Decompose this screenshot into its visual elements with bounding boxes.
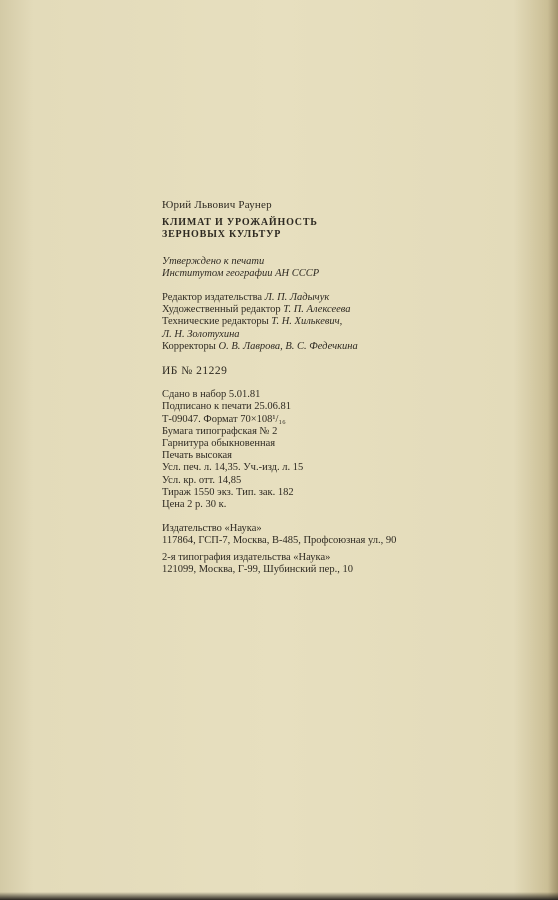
credit-names: О. В. Лаврова, В. С. Федечкина	[218, 340, 358, 352]
print-detail: Печать высокая	[162, 450, 233, 462]
author-name: Юрий Львович Раунер	[162, 199, 272, 211]
credit-names: Л. П. Ладычук	[264, 292, 330, 304]
printing-house-address: 121099, Москва, Г-99, Шубинский пер., 10	[162, 563, 353, 575]
print-detail: Т-09047. Формат 70×108¹/₁₆	[162, 413, 286, 425]
credit-role: Художественный редактор	[162, 304, 281, 316]
credit-role: Технические редакторы	[162, 316, 269, 328]
printing-house-name: 2-я типография издательства «Наука»	[162, 551, 331, 563]
print-detail: Усл. кр. отт. 14,85	[162, 474, 242, 486]
credit-tech-editors-cont	[162, 329, 542, 341]
ib-number: ИБ № 21229	[162, 365, 228, 378]
book-title-line-2: ЗЕРНОВЫХ КУЛЬТУР	[162, 229, 282, 241]
page-edge-shadow	[548, 0, 558, 900]
credit-art-editor	[162, 304, 542, 316]
credit-tech-editors	[162, 316, 542, 328]
approval-line-1: Утверждено к печати	[162, 255, 265, 267]
print-detail: Бумага типографская № 2	[162, 425, 278, 437]
book-title-line-1: КЛИМАТ И УРОЖАЙНОСТЬ	[162, 217, 318, 229]
credit-names: Т. П. Алексеева	[283, 304, 351, 316]
approval-line-2: Институтом географии АН СССР	[162, 267, 320, 279]
print-detail: Гарнитура обыкновенная	[162, 438, 276, 450]
credit-proofreaders	[162, 341, 542, 353]
print-detail: Тираж 1550 экз. Тип. зак. 182	[162, 486, 294, 498]
credit-names: Л. Н. Золотухина	[162, 328, 240, 340]
print-detail: Подписано к печати 25.06.81	[162, 401, 292, 413]
publisher-name: Издательство «Наука»	[162, 523, 262, 535]
print-detail: Сдано в набор 5.01.81	[162, 389, 261, 401]
credit-role: Корректоры	[162, 340, 216, 352]
page-bottom-shadow	[0, 892, 558, 900]
print-detail: Цена 2 р. 30 к.	[162, 499, 227, 511]
credit-role: Редактор издательства	[162, 292, 263, 304]
print-detail: Усл. печ. л. 14,35. Уч.-изд. л. 15	[162, 462, 304, 474]
publisher-address: 117864, ГСП-7, Москва, В-485, Профсоюзная ул., 90	[162, 535, 397, 547]
credit-names: Т. Н. Хилькевич,	[271, 316, 343, 328]
imprint-block	[162, 199, 542, 576]
credit-editor	[162, 292, 542, 304]
